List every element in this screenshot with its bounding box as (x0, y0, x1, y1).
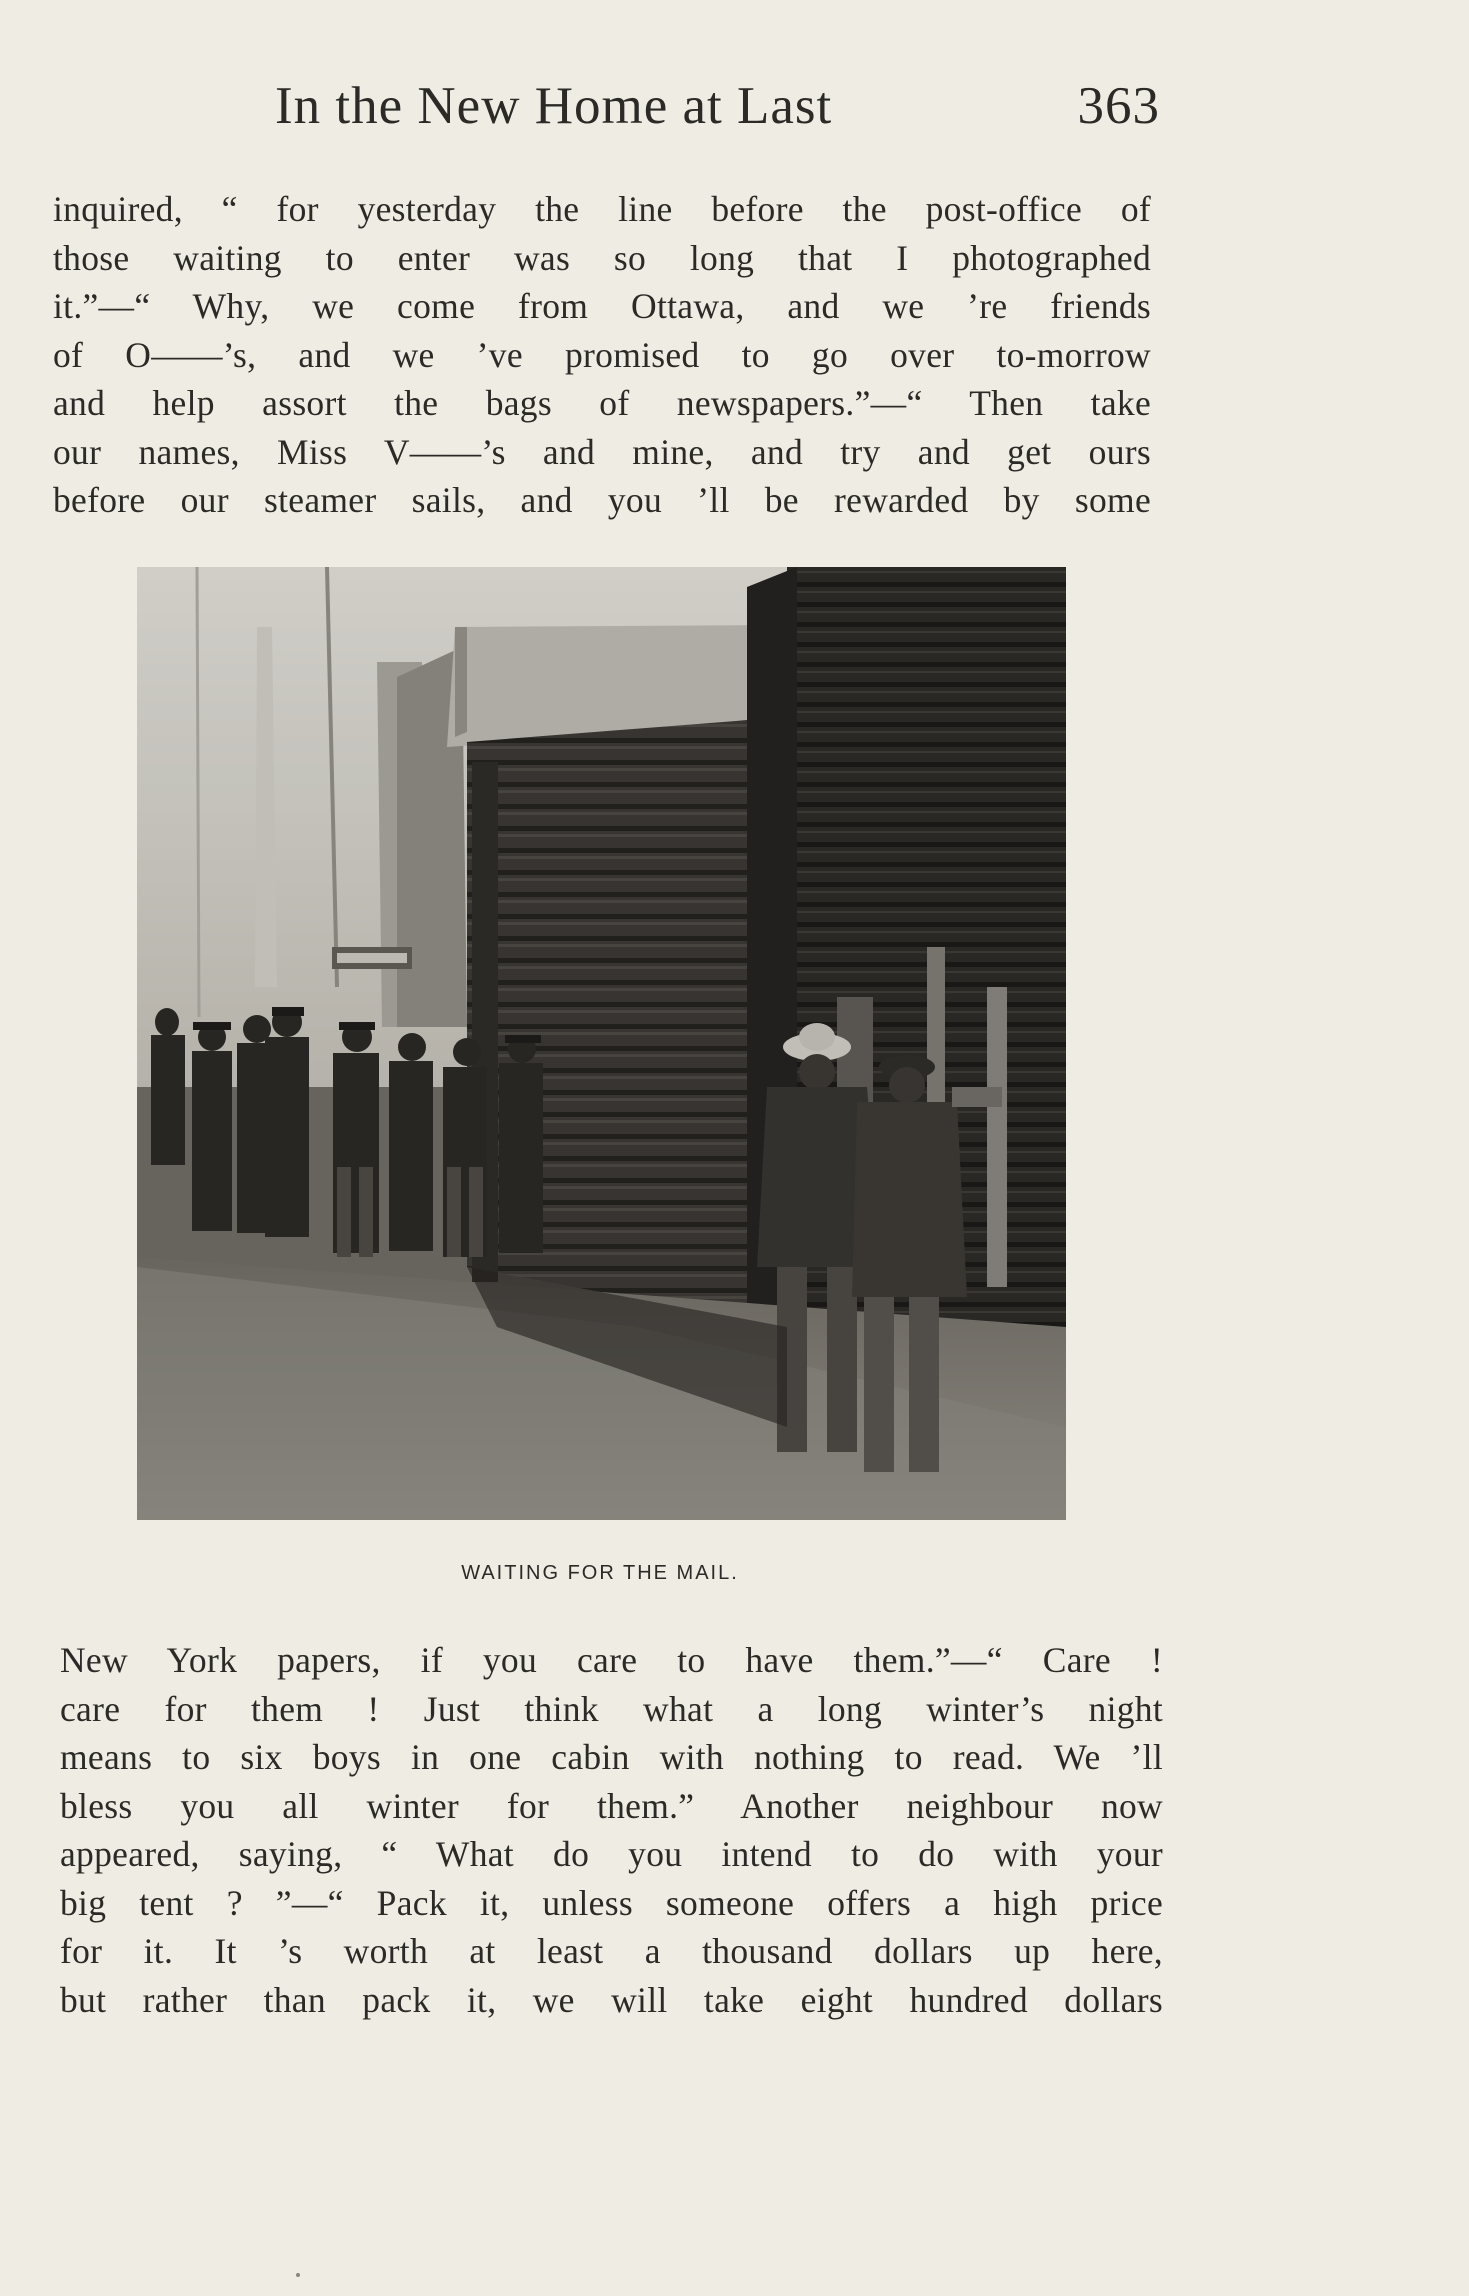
page-number: 363 (1077, 77, 1160, 135)
text-line: it.”—“ Why, we come from Ottawa, and we ’re friends (53, 286, 1151, 326)
paragraph-bottom (60, 1636, 1163, 2024)
text-line: and help assort the bags of newspapers.”—“ Then take (53, 383, 1151, 423)
text-line: means to six boys in one cabin with nothing to read. We ’ll (60, 1737, 1163, 1777)
photograph-waiting-for-mail (137, 567, 1066, 1520)
text-line: those waiting to enter was so long that I photographed (53, 237, 1151, 278)
text-line: bless you all winter for them.” Another neighbour now (60, 1785, 1163, 1826)
text-line: of O——’s, and we ’ve promised to go over to-morrow (53, 334, 1151, 375)
paper-speck (296, 2273, 300, 2277)
text-line: but rather than pack it, we will take eight hundred dollars (60, 1979, 1163, 2020)
page-header (270, 76, 1160, 146)
text-line: before our steamer sails, and you ’ll be rewarded by some (53, 480, 1151, 520)
running-title: In the New Home at Last (275, 77, 833, 135)
photograph-illustration (137, 567, 1066, 1520)
text-line: New York papers, if you care to have them.”—“ Care ! (60, 1640, 1163, 1680)
paragraph-top (53, 185, 1151, 525)
text-line: for it. It ’s worth at least a thousand dollars up here, (60, 1931, 1163, 1971)
figure-caption: WAITING FOR THE MAIL. (461, 1562, 739, 1584)
text-line: our names, Miss V——’s and mine, and try and get ours (53, 431, 1151, 472)
text-line: appeared, saying, “ What do you intend to do with your (60, 1834, 1163, 1874)
text-line: inquired, “ for yesterday the line before the post-office of (53, 189, 1151, 229)
text-line: care for them ! Just think what a long winter’s night (60, 1688, 1163, 1729)
text-line: big tent ? ”—“ Pack it, unless someone offers a high price (60, 1882, 1163, 1923)
